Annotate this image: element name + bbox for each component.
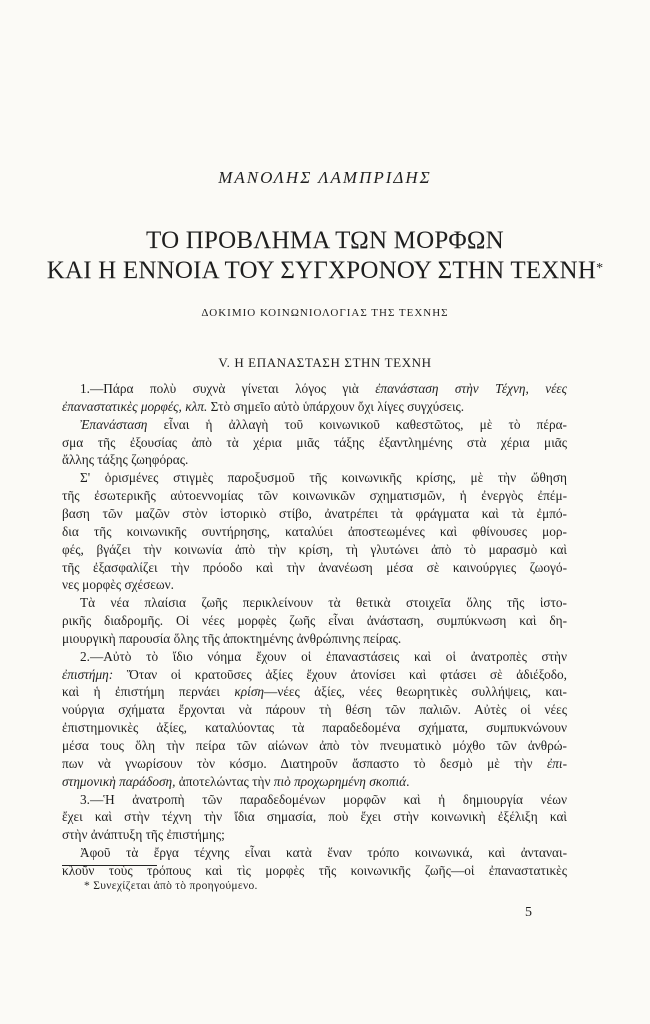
footnote: * Συνεχίζεται ἀπὸ τὸ προηγούμενο.: [84, 880, 258, 892]
text-line: [62, 434, 567, 452]
text-line: [62, 773, 567, 791]
text-segment: κλοῦν τοὺς τρόπους καὶ τὶς μορφὲς τῆς κοινωνικῆς ζωῆς—οἱ ἐπαναστατικὲς: [62, 862, 567, 878]
text-segment: ἐπιστημονικὲς ἀξίες, καταλύοντας τὰ παραδεδομένα σχήματα, συμπυκνώνουν: [62, 720, 567, 736]
text-segment: ἀποτελώντας τὴν: [175, 773, 274, 789]
text-segment: Ἀφοῦ τὰ ἔργα τέχνης εἶναι κατὰ ἕναν τρόπο κοινωνικά, καὶ ἀνταναι-: [80, 845, 567, 861]
text-line: [80, 791, 567, 809]
text-segment: 1.—Πάρα πολὺ συχνὰ γίνεται λόγος γιὰ: [80, 381, 376, 396]
text-segment: ρικῆς διαδρομῆς. Οἱ νέες μορφὲς ζωῆς εἶναι ἀνάσταση, συμπύκνωση καὶ δη-: [62, 613, 567, 629]
text-segment: ἄλλης τάξης ζωηφόρας.: [62, 452, 189, 468]
text-segment: ἔχει καὶ στὴν τέχνη τὴν ἴδια σημασία, ποὺ ἔχει στὴν κοινωνικὴ ἐξέλιξη καὶ: [62, 809, 567, 825]
italic-text: στημονικὴ παράδοση,: [62, 773, 176, 789]
author-name: ΜΑΝΟΛΗΣ ΛΑΜΠΡΙΔΗΣ: [218, 168, 432, 187]
text-line: [62, 559, 567, 577]
title-line-1: ΤΟ ΠΡΟΒΛΗΜΑ ΤΩΝ ΜΟΡΦΩΝ: [146, 227, 504, 254]
text-segment: Σ' ὁρισμένες στιγμὲς παροξυσμοῦ τῆς κοινωνικῆς κρίσης, μὲ τὴν ὤθηση: [80, 470, 567, 486]
text-line: [80, 648, 567, 666]
text-line: [62, 755, 567, 773]
text-segment: δια τῆς κοινωνικῆς συντήρησης, καταλύει ἀποστεωμένες καὶ φθίνουσες μορ-: [62, 523, 567, 539]
text-segment: —νέες ἀξίες, νέες θεωρητικὲς συλλήψεις, και-: [264, 684, 567, 700]
title-footnote-mark: *: [596, 261, 604, 276]
text-line: [62, 541, 567, 559]
section-heading: V. Η ΕΠΑΝΑΣΤΑΣΗ ΣΤΗΝ ΤΕΧΝΗ: [218, 355, 432, 370]
text-segment: βαση τῶν μαζῶν στὸν ἱστορικὸ στίβο, ἀνατρέπει τὰ φράγματα καὶ τὰ ἐμπό-: [62, 505, 567, 521]
text-line: [80, 380, 567, 398]
text-segment: Τὰ νέα πλαίσια ζωῆς περικλείνουν τὰ θετικὰ στοιχεῖα ὅλης τῆς ἱστο-: [80, 595, 567, 611]
text-line: [62, 576, 567, 594]
text-segment: 3.—Ἡ ἀνατροπὴ τῶν παραδεδομένων μορφῶν καὶ ἡ δημιουργία νέων: [80, 791, 567, 807]
text-segment: Στὸ σημεῖο αὐτὸ ὑπάρχουν ὄχι λίγες συγχύσεις.: [207, 398, 465, 414]
title-line-2: [0, 256, 650, 286]
text-segment: στὴν ἀνάπτυξη τῆς ἐπιστήμης;: [62, 827, 225, 843]
text-line: [80, 844, 567, 862]
text-segment: πων νὰ γνωρίσουν τὸν κόσμο. Διατηροῦν ἄσπαστο τὸ δεσμὸ μὲ τὴν: [62, 755, 547, 771]
text-line: [62, 719, 567, 737]
text-line: [62, 505, 567, 523]
italic-text: ἐπι-: [546, 755, 567, 771]
italic-text: ἐπαναστατικὲς μορφές, κλπ.: [62, 398, 208, 414]
text-segment: καὶ ἡ ἐπιστήμη περνάει: [62, 684, 235, 700]
text-segment: νες μορφὲς σχέσεων.: [62, 577, 174, 593]
text-segment: μέσα τους ὅλη τὴν πείρα τῶν αἰώνων ἀπὸ τὸν πνευματικὸ μόχθο τῶν ἀνθρώ-: [62, 738, 567, 753]
text-line: [62, 487, 567, 505]
text-segment: νούργια σχήματα ἔρχονται νὰ πάρουν τὴ θέση τῶν παλιῶν. Αὐτὲς οἱ νέες: [62, 702, 567, 718]
text-line: [62, 398, 567, 416]
text-line: [80, 469, 567, 487]
text-segment: Ὅταν οἱ κρατοῦσες ἀξίες ἔχουν ἀτονίσει καὶ φτάσει σὲ ἀδιέξοδο,: [113, 666, 567, 682]
text-line: [62, 737, 567, 755]
text-line: [62, 630, 567, 648]
title-line-2-text: ΚΑΙ Η ΕΝΝΟΙΑ ΤΟΥ ΣΥΓΧΡΟΝΟΥ ΣΤΗΝ ΤΕΧΝΗ: [46, 257, 597, 284]
text-segment: φές, βγάζει τὴν κοινωνία ἀπὸ τὴν κρίση, τὴ γλυτώνει ἀπὸ τὸ μαρασμὸ καὶ: [62, 541, 567, 557]
italic-text: ἐπιστήμη:: [62, 666, 114, 682]
text-line: [62, 612, 567, 630]
text-line: [62, 451, 567, 469]
text-segment: .: [406, 773, 410, 789]
text-line: [80, 594, 567, 612]
text-line: [62, 666, 567, 684]
italic-text: Ἐπανάσταση: [80, 416, 148, 432]
text-line: [62, 683, 567, 701]
text-line: [62, 523, 567, 541]
footnote-rule: [62, 865, 157, 866]
page-number: 5: [525, 905, 532, 920]
text-line: [62, 701, 567, 719]
text-segment: τῆς ἐξασφαλίζει τὴν πρόοδο καὶ τὴν ἀνανέωση μέσα σὲ καινούργιες ζωογό-: [62, 559, 567, 575]
text-segment: 2.—Αὐτὸ τὸ ἴδιο νόημα ἔχουν οἱ ἐπαναστάσεις καὶ οἱ ἀνατροπὲς στὴν: [80, 648, 567, 664]
subtitle: ΔΟΚΙΜΙΟ ΚΟΙΝΩΝΙΟΛΟΓΙΑΣ ΤΗΣ ΤΕΧΝΗΣ: [201, 307, 449, 319]
italic-text: ἐπανάσταση στὴν Τέχνη, νέες: [375, 381, 567, 396]
italic-text: κρίση: [234, 684, 265, 700]
text-segment: τῆς ἐσωτερικῆς αὐτοεννομίας τῶν κοινωνικῶν σχηματισμῶν, ἡ ἐνεργὸς ἐπέμ-: [62, 488, 567, 504]
text-segment: μιουργικὴ παρουσία ὅλης τῆς ἀποκτημένης ἀνθρώπινης πείρας.: [62, 630, 402, 646]
text-line: [62, 808, 567, 826]
text-line: [80, 416, 567, 434]
italic-text: πιὸ προχωρημένη σκοπιά: [273, 773, 407, 789]
text-segment: εἶναι ἡ ἀλλαγὴ τοῦ κοινωνικοῦ καθεστῶτος, μὲ τὸ πέρα-: [147, 416, 567, 432]
text-segment: σμα τῆς ἐξουσίας ἀπὸ τὰ χέρια μιᾶς τάξης ἐξαντλημένης στὰ χέρια μιᾶς: [62, 434, 567, 450]
text-line: [62, 826, 567, 844]
